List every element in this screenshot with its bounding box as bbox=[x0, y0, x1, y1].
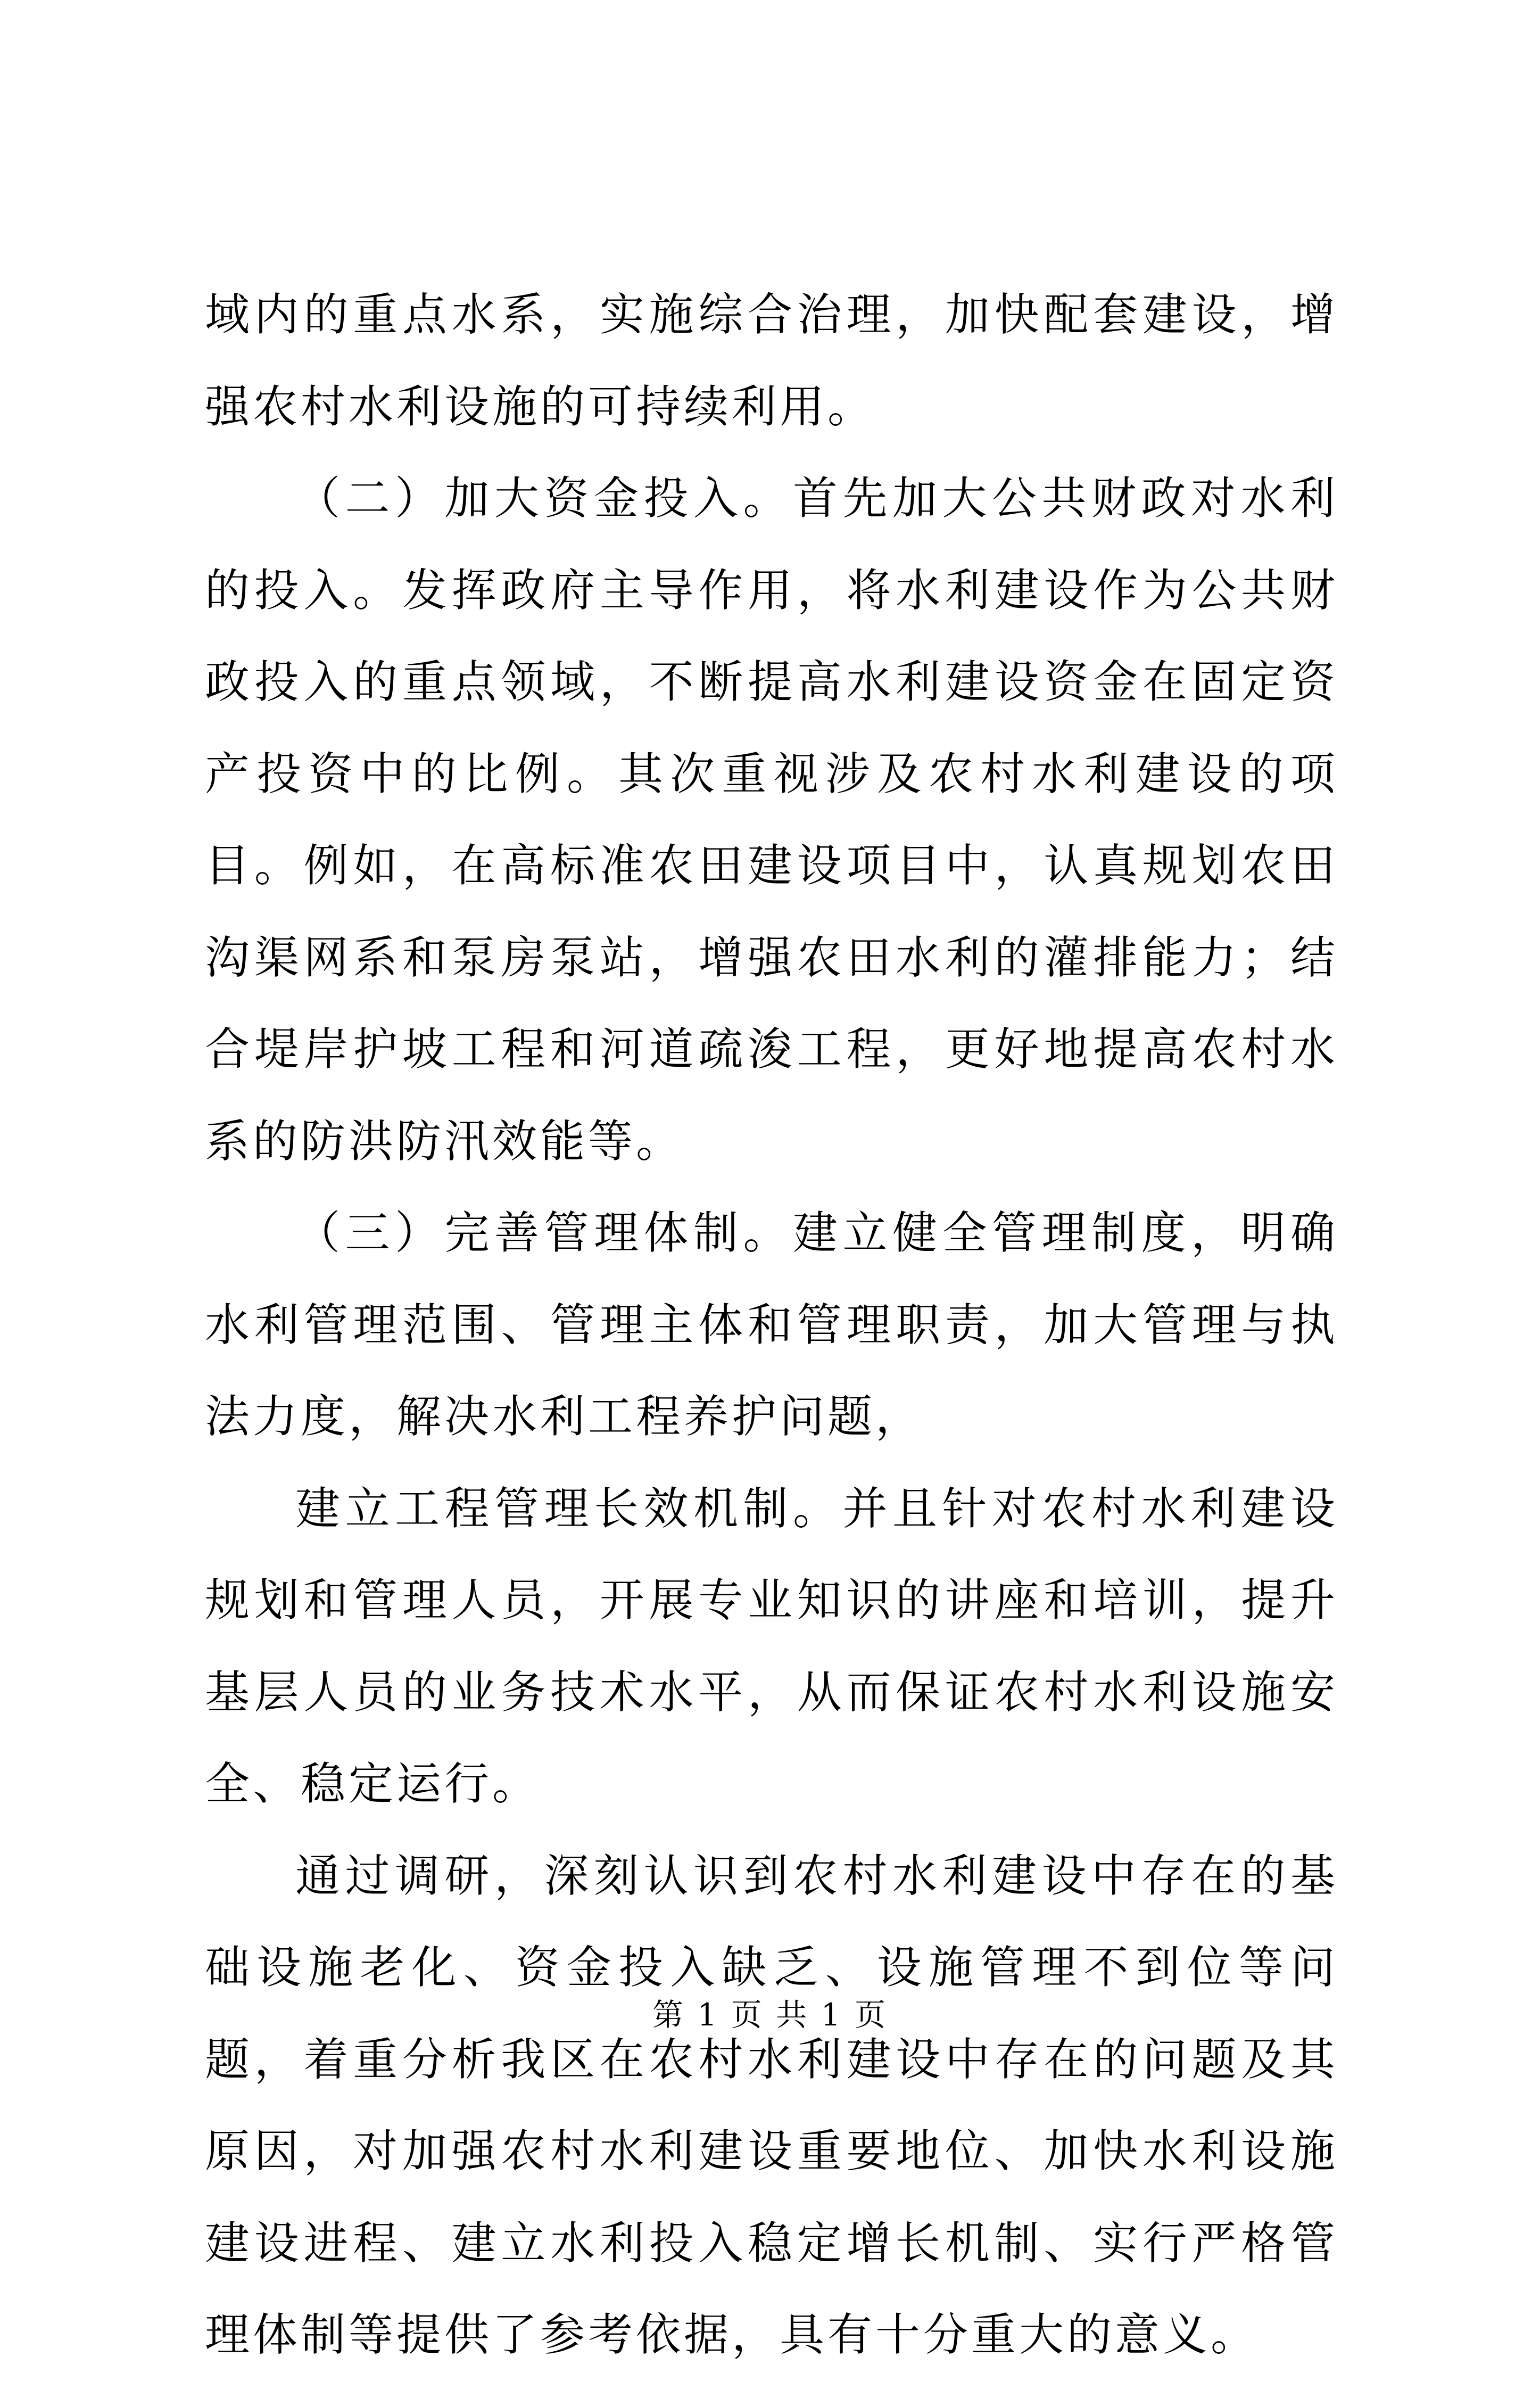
page-number-label: 第 1 页 共 1 页 bbox=[652, 1997, 888, 2033]
document-body bbox=[205, 269, 1338, 2381]
paragraph-continuation: 域内的重点水系，实施综合治理，加快配套建设，增强农村水利设施的可持续利用。 bbox=[205, 289, 1338, 433]
paragraph-funding: （二）加大资金投入。首先加大公共财政对水利的投入。发挥政府主导作用，将水利建设作为公共财政投入的重点领域，不断提高水利建设资金在固定资产投资中的比例。其次重视涉及农村水利建设的项目。例如，在高标准农田建设项目中，认真规划农田沟渠网系和泵房泵站，增强农田水利的灌排能力；结合堤岸护坡工程和河道疏浚工程，更好地提高农村水系的防洪防汛效能等。 bbox=[205, 472, 1338, 1167]
paragraph-mechanism: 建立工程管理长效机制。并且针对农村水利建设规划和管理人员，开展专业知识的讲座和培训，提升基层人员的业务技术水平，从而保证农村水利设施安全、稳定运行。 bbox=[205, 1482, 1338, 1810]
page-footer bbox=[0, 1993, 1540, 2036]
paragraph-management: （三）完善管理体制。建立健全管理制度，明确水利管理范围、管理主体和管理职责，加大管理与执法力度，解决水利工程养护问题， bbox=[205, 1207, 1338, 1443]
paragraph-conclusion: 通过调研，深刻认识到农村水利建设中存在的基础设施老化、资金投入缺乏、设施管理不到位等问题，着重分析我区在农村水利建设中存在的问题及其原因，对加强农村水利建设重要地位、加快水利设施建设进程、建立水利投入稳定增长机制、实行严格管理体制等提供了参考依据，具有十分重大的意义。 bbox=[205, 1849, 1338, 2361]
